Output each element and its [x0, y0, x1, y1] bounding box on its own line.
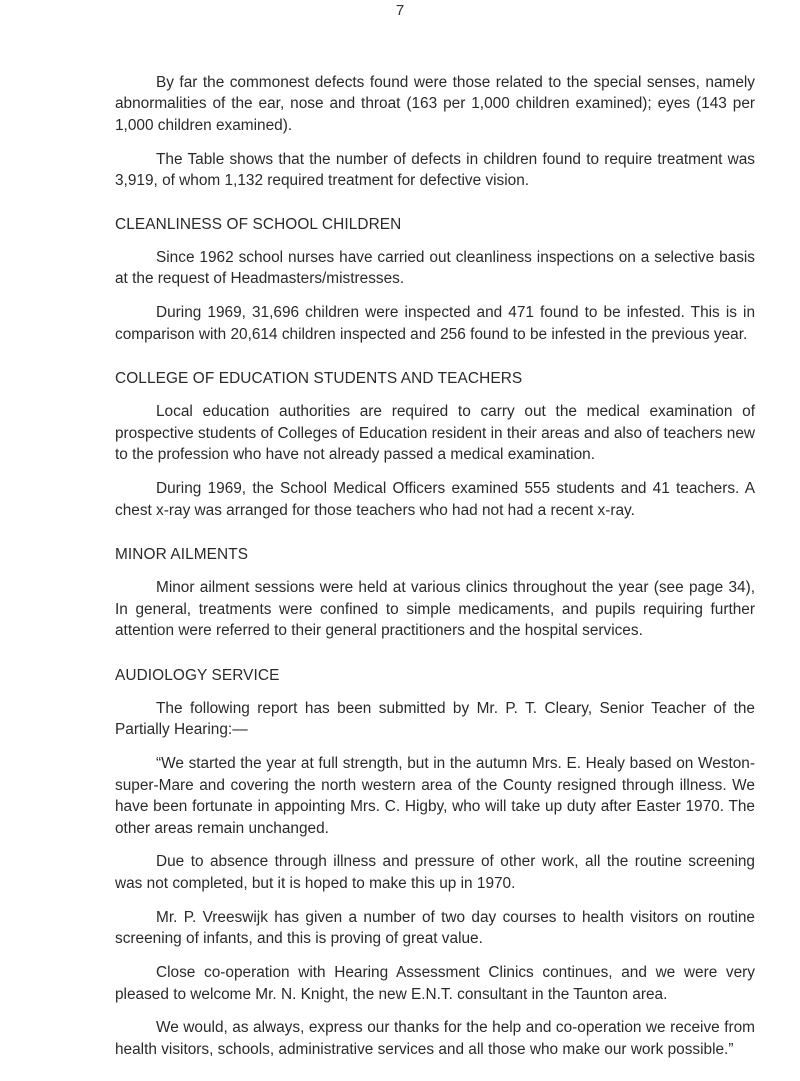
section-audiology: [115, 665, 755, 1061]
paragraph: Local education authorities are required to carry out the medical examination of prospective students of Colleges of Education resident in their areas and also of teachers new to the profession who have not already passed a medical examination.: [115, 403, 755, 464]
paragraph: We would, as always, express our thanks for the help and co-operation we receive from health visitors, schools, administrative services and all those who make our work possible.”: [115, 1019, 755, 1058]
paragraph: The following report has been submitted by Mr. P. T. Cleary, Senior Teacher of the Partially Hearing:—: [115, 700, 755, 739]
section-defects: [115, 72, 755, 192]
paragraph: During 1969, the School Medical Officers examined 555 students and 41 teachers. A chest x-ray was arranged for those teachers who had not had a recent x-ray.: [115, 480, 755, 519]
section-college: [115, 368, 755, 521]
paragraph: During 1969, 31,696 children were inspected and 471 found to be infested. This is in comparison with 20,614 children inspected and 256 found to be infested in the previous year.: [115, 304, 755, 343]
section-minor-ailments: [115, 544, 755, 642]
paragraph: Close co-operation with Hearing Assessment Clinics continues, and we were very pleased to welcome Mr. N. Knight, the new E.N.T. consultant in the Taunton area.: [115, 964, 755, 1003]
section-heading: COLLEGE OF EDUCATION STUDENTS AND TEACHERS: [115, 370, 523, 388]
paragraph: Since 1962 school nurses have carried out cleanliness inspections on a selective basis at the request of Headmasters/mistresses.: [115, 248, 755, 288]
section-heading: MINOR AILMENTS: [115, 546, 249, 563]
section-heading: CLEANLINESS OF SCHOOL CHILDREN: [115, 215, 402, 233]
paragraph: Due to absence through illness and pressure of other work, all the routine screening was not completed, but it is hoped to make this up in 1970.: [115, 853, 755, 892]
paragraph: Mr. P. Vreeswijk has given a number of two day courses to health visitors on routine screening of infants, and this is proving of great value.: [115, 908, 755, 948]
paragraph: By far the commonest defects found were those related to the special senses, namely abnormalities of the ear, nose and throat (163 per 1,000 children examined); eyes (143 per 1,000 children examined).: [115, 74, 755, 134]
document-body: [115, 72, 755, 1073]
section-heading: AUDIOLOGY SERVICE: [115, 666, 280, 684]
paragraph: Minor ailment sessions were held at various clinics throughout the year (see page 34), In general, treatments were confined to simple medicaments, and pupils requiring further attention were referred to their general practitioners and the hospital services.: [115, 579, 755, 640]
paragraph: The Table shows that the number of defects in children found to require treatment was 3,919, of whom 1,132 required treatment for defective vision.: [115, 150, 755, 190]
section-cleanliness: [115, 214, 755, 346]
paragraph: “We started the year at full strength, but in the autumn Mrs. E. Healy based on Weston-super-Mare and covering the north western area of the County resigned through illness. We have been fortunate in appointing Mrs. C. Higby, who will take up duty after Easter 1970. The other areas remain unchanged.: [115, 755, 755, 837]
page-number: 7: [395, 2, 405, 19]
